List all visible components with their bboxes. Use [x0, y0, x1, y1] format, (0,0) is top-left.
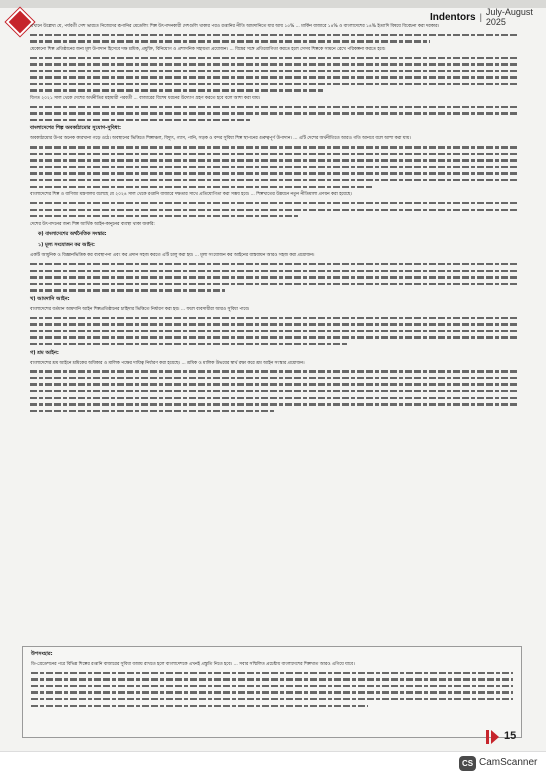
page-number: 15	[504, 730, 517, 742]
text-lines	[30, 146, 518, 188]
paragraph-vat: একটি আধুনিক ও বিজ্ঞানভিত্তিক কর ব্যবস্থাপনা এবং কর প্রদান সহজ করতে এটি চালু করা হয়। ... মূল্য সংযোজন কর আইনের বাস্তবায়ন আরও সহজ করা প্রয়োজন।	[30, 253, 315, 259]
conclusion-box	[22, 646, 522, 738]
section-heading-infrastructure: বাংলাদেশের শিল্প অবকাঠামোর সুযোগ-সুবিধা:	[30, 125, 122, 132]
section-heading-import: খ) আমদানি আইন:	[30, 295, 70, 302]
header-separator: |	[479, 12, 482, 22]
text-lines	[30, 106, 518, 122]
issue-date: July-August 2025	[485, 7, 533, 27]
paragraph-labour: বাংলাদেশের শ্রম আইনে শ্রমিকের অধিকার ও মালিক পক্ষের দায়িত্ব নির্ধারণ করা হয়েছে। ... শ্রমিক ও মালিক উভয়ের স্বার্থ রক্ষা করে শ্রম আইন সংস্কার প্রয়োজন।	[30, 360, 305, 366]
text-lines	[30, 263, 518, 292]
paragraph-laws-intro: দেশের উৎপাদনের জন্য শিল্প আর্থিক আইন-কানুনের ব্যবস্থা থাকা জরুরি:	[30, 221, 155, 227]
section-heading-labour: গ) শ্রম আইন:	[30, 349, 59, 356]
camscanner-label: CamScanner	[479, 757, 538, 768]
article-body	[30, 24, 518, 416]
page-marker-bar	[486, 730, 489, 744]
text-lines	[31, 672, 513, 707]
top-strip	[0, 0, 546, 8]
camscanner-logo-icon: CS	[459, 756, 476, 771]
magazine-name: Indentors	[430, 11, 476, 23]
text-lines	[30, 34, 518, 43]
section-heading-reform: ক) বাংলাদেশের অর্থনৈতিক সংস্কার:	[38, 232, 107, 238]
text-lines	[30, 202, 518, 218]
paragraph-ministry: বাংলাদেশের শিল্প ও বাণিজ্য মন্ত্রণালয় বলেছে যে ২০২৪ সাল থেকে রপ্তানি বাজারে দক্ষতার সাথে প্রতিযোগিতা করা সম্ভব হবে। ... শিল্পখাতের উন্নয়নে নতুন নীতিমালা প্রণয়ন করা হয়েছে।	[30, 192, 352, 198]
paragraph-import: বাংলাদেশের বর্তমান আমদানি আইন শিল্পপ্রতিষ্ঠানের চাহিদার ভিত্তিতে নির্ধারণ করা হয়। ... ফলে ব্যবসায়ীরা আরও সুবিধা পাবে।	[30, 306, 250, 312]
paragraph-infrastructure: অবকাঠামোর উপর অনেক কারখানা গড়ে ওঠে। অবস্থানের ভিত্তিতে শিল্পাঞ্চল, বিদ্যুৎ, গ্যাস, পানি, সড়ক ও বন্দর সুবিধা শিল্প স্থাপনের গুরুত্বপূর্ণ উপাদান। ... এটি দেশের অর্থনীতিতে আরও গতি আনবে বলে আশা করা যায়।	[30, 136, 411, 142]
subsection-vat: ১) মূল্য সংযোজন কর আইন:	[38, 243, 95, 249]
conclusion-heading: উপসংহার:	[31, 651, 53, 657]
paragraph-context: বিগত ২০২১ সাল থেকে দেশের অর্থনীতির মহামারী পরবর্তী ... বাজারের বিশেষ ধরনের উদ্যোগ গ্রহণ করতে হবে বলে আশা করা যায়।	[30, 96, 261, 102]
text-lines	[30, 370, 518, 412]
text-lines	[30, 317, 518, 346]
text-lines	[30, 57, 518, 92]
conclusion-paragraph: ডি-গ্রেডেশনের পরে বিভিন্ন শিল্পের রপ্তানি বাজারের সুবিধা বজায় রাখতে হলে বাংলাদেশকে এখনই প্রস্তুতি নিতে হবে। ... সবার সম্মিলিত প্রচেষ্টায় বাংলাদেশের শিল্পখাত আরও এগিয়ে যাবে।	[31, 662, 355, 667]
paragraph-intro: এখানে উল্লেখ্য যে, পর্যবর্তী সেশ ভারতে নিজেদের রূপানির মেডেলিং শিল্প উৎপাদনকারী দেশগুলি থাকার পরও রপ্তানির নীতি আমদানিতে যার আয় ১৫% ... মার্কিন বাজারে ১৪% ও বাংলাদেশের ১৪% ইত্যাদি বিষয়ে বিবেচনা করা দরকার।	[30, 24, 440, 29]
page-header	[430, 7, 546, 27]
paragraph-industry: যেকোনো শিল্প প্রতিষ্ঠানের জন্য মূল উপাদান হিসেবে দক্ষ শ্রমিক, প্রযুক্তি, বিনিয়োগ ও প্রশাসনিক সহায়তা প্রয়োজন। ... বিশ্বের সঙ্গে প্রতিযোগিতা করতে হলে সেসব শিল্পকে সামনে রেখে পরিকল্পনা করতে হবে।	[30, 46, 386, 52]
page-marker-arrow-icon	[491, 730, 499, 744]
